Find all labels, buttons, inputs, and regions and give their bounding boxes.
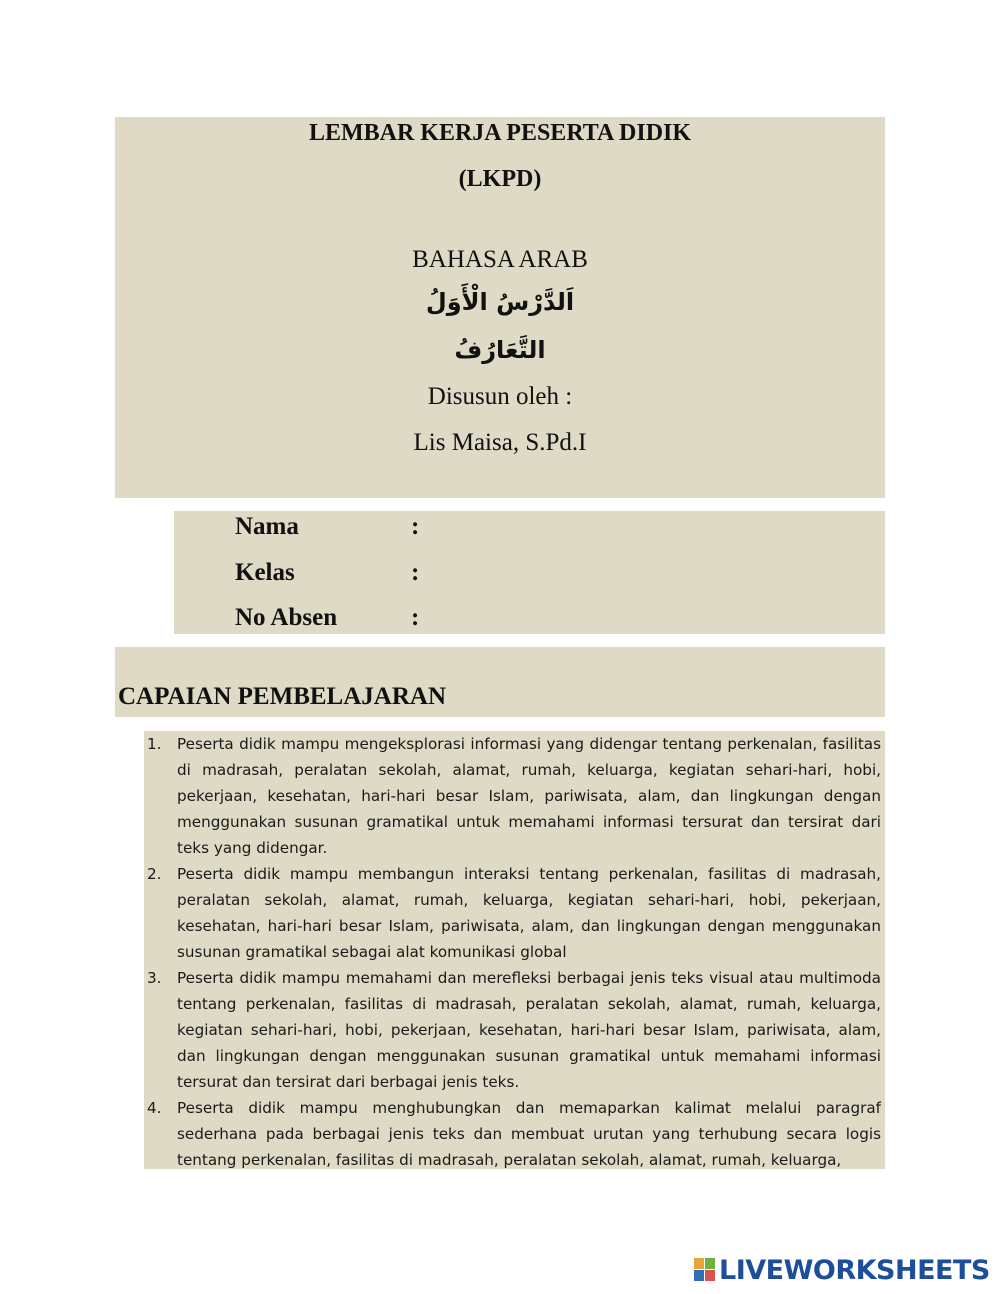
worksheet-abbrev: (LKPD) [458, 166, 542, 192]
learning-outcomes-list [144, 731, 885, 1173]
item-text: Peserta didik mampu menghubungkan dan memaparkan kalimat melalui paragraf sederhana pada berbagai jenis teks dan membuat urutan yang terhubung secara logis tentang perkenalan, fasilitas di madrasah, peralatan sekolah, alamat, rumah, keluarga, [177, 1099, 881, 1169]
item-number: 4. [147, 1099, 162, 1117]
item-number: 2. [147, 865, 162, 883]
logo-block-4 [705, 1270, 715, 1281]
learning-outcomes-box [144, 731, 885, 1169]
logo-block-3 [694, 1270, 704, 1281]
logo-text: LIVEWORKSHEETS [719, 1254, 990, 1286]
student-identity-box [174, 511, 885, 634]
arabic-topic: التَّعَارُفُ [454, 336, 546, 364]
liveworksheets-logo[interactable] [694, 1253, 990, 1287]
name-label: Nama [235, 513, 299, 540]
item-text: Peserta didik mampu mengeksplorasi informasi yang didengar tentang perkenalan, fasilitas di madrasah, peralatan sekolah, alamat, rumah, keluarga, kegiatan sehari-hari, hobi, pekerjaan, kesehatan, hari-hari besar Islam, pariwisata, alam, dan lingkungan dengan menggunakan susunan gramatikal untuk memahami informasi tersurat dan tersirat dari teks yang didengar. [177, 735, 881, 857]
logo-block-2 [705, 1258, 715, 1269]
item-text: Peserta didik mampu memahami dan merefleksi berbagai jenis teks visual atau multimoda tentang perkenalan, fasilitas di madrasah, peralatan sekolah, alamat, rumah, keluarga, kegiatan sehari-hari, hobi, pekerjaan, kesehatan, hari-hari besar Islam, pariwisata, alam, dan lingkungan dengan menggunakan susunan gramatikal untuk memahami informasi tersurat dan tersirat dari berbagai jenis teks. [177, 969, 881, 1091]
arabic-lesson: اَلدَّرْسُ الْأَوَلُ [425, 288, 575, 316]
item-number: 1. [147, 735, 162, 753]
author-label: Disusun oleh : [427, 383, 573, 410]
author-name: Lis Maisa, S.Pd.I [413, 429, 587, 456]
list-item [144, 731, 885, 861]
class-colon: : [411, 559, 420, 586]
item-number: 3. [147, 969, 162, 987]
section-header-box [115, 647, 885, 717]
list-item [144, 1095, 885, 1173]
worksheet-title: LEMBAR KERJA PESERTA DIDIK [308, 120, 692, 146]
list-item [144, 861, 885, 965]
class-label: Kelas [235, 559, 295, 586]
header-box [115, 117, 885, 498]
absence-number-label: No Absen [235, 604, 338, 631]
list-item [144, 965, 885, 1095]
item-text: Peserta didik mampu membangun interaksi tentang perkenalan, fasilitas di madrasah, peralatan sekolah, alamat, rumah, keluarga, kegiatan sehari-hari, hobi, pekerjaan, kesehatan, hari-hari besar Islam, pariwisata, alam, dan lingkungan dengan menggunakan susunan gramatikal sebagai alat komunikasi global [177, 865, 881, 961]
logo-block-1 [694, 1258, 704, 1269]
section-title: CAPAIAN PEMBELAJARAN [118, 683, 447, 710]
subject-name: BAHASA ARAB [412, 246, 588, 273]
absence-number-colon: : [411, 604, 420, 631]
name-colon: : [411, 513, 420, 540]
logo-blocks-icon [694, 1258, 716, 1282]
